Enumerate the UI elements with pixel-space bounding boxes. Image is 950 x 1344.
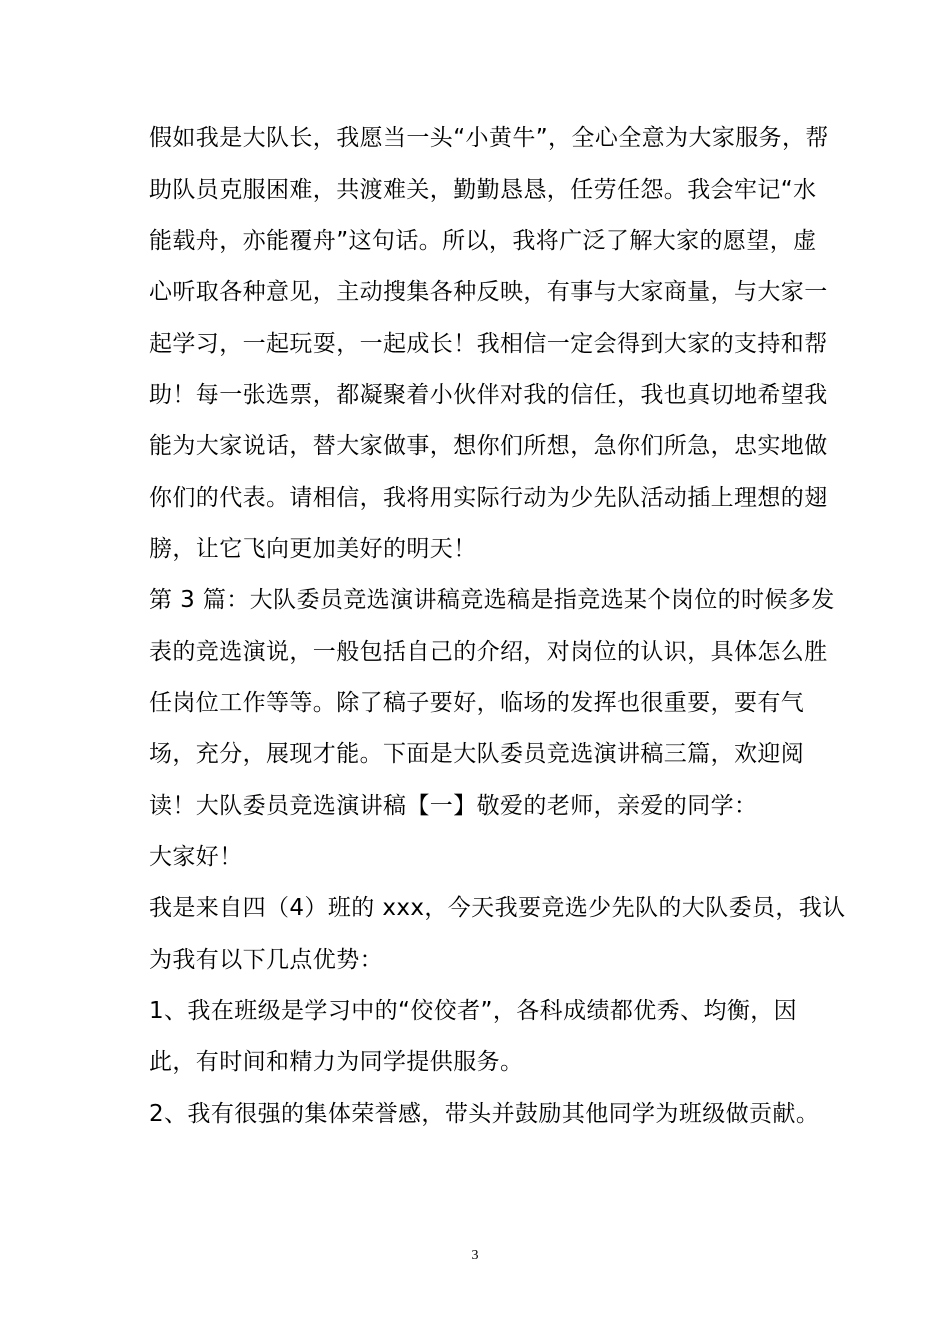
- text-line: 膀，让它飞向更加美好的明天！: [149, 536, 477, 562]
- text-line: 大家好！: [149, 844, 243, 870]
- text-line: 你们的代表。请相信，我将用实际行动为少先队活动插上理想的翅: [149, 485, 828, 511]
- text-line: 心听取各种意见，主动搜集各种反映，有事与大家商量，与大家一: [149, 279, 828, 305]
- text-line: 第 3 篇：大队委员竞选演讲稿竞选稿是指竞选某个岗位的时候多发: [149, 587, 835, 613]
- text-line: 读！大队委员竞选演讲稿【一】敬爱的老师，亲爱的同学：: [149, 793, 758, 819]
- text-line: 1、我在班级是学习中的“佼佼者”，各科成绩都优秀、均衡，因: [149, 998, 798, 1024]
- text-line: 为我有以下几点优势：: [149, 947, 383, 973]
- text-line: 能为大家说话，替大家做事，想你们所想，急你们所急，忠实地做: [149, 433, 828, 459]
- text-line: 表的竞选演说，一般包括自己的介绍，对岗位的认识，具体怎么胜: [149, 639, 828, 665]
- text-line: 起学习，一起玩耍，一起成长！我相信一定会得到大家的支持和帮: [149, 331, 828, 357]
- text-line: 此，有时间和精力为同学提供服务。: [149, 1049, 524, 1075]
- text-line: 能载舟，亦能覆舟”这句话。所以，我将广泛了解大家的愿望，虚: [149, 228, 817, 254]
- text-line: 助队员克服困难，共渡难关，勤勤恳恳，任劳任怨。我会牢记“水: [149, 177, 817, 203]
- text-line: 我是来自四（4）班的 xxx，今天我要竞选少先队的大队委员，我认: [149, 895, 846, 921]
- text-line: 2、我有很强的集体荣誉感，带头并鼓励其他同学为班级做贡献。: [149, 1101, 820, 1127]
- page-number: 3: [471, 1248, 479, 1263]
- text-line: 场，充分，展现才能。下面是大队委员竞选演讲稿三篇，欢迎阅: [149, 741, 805, 767]
- text-line: 假如我是大队长，我愿当一头“小黄牛”，全心全意为大家服务，帮: [149, 125, 829, 151]
- text-line: 任岗位工作等等。除了稿子要好，临场的发挥也很重要，要有气: [149, 690, 805, 716]
- text-line: 助！每一张选票，都凝聚着小伙伴对我的信任，我也真切地希望我: [149, 382, 828, 408]
